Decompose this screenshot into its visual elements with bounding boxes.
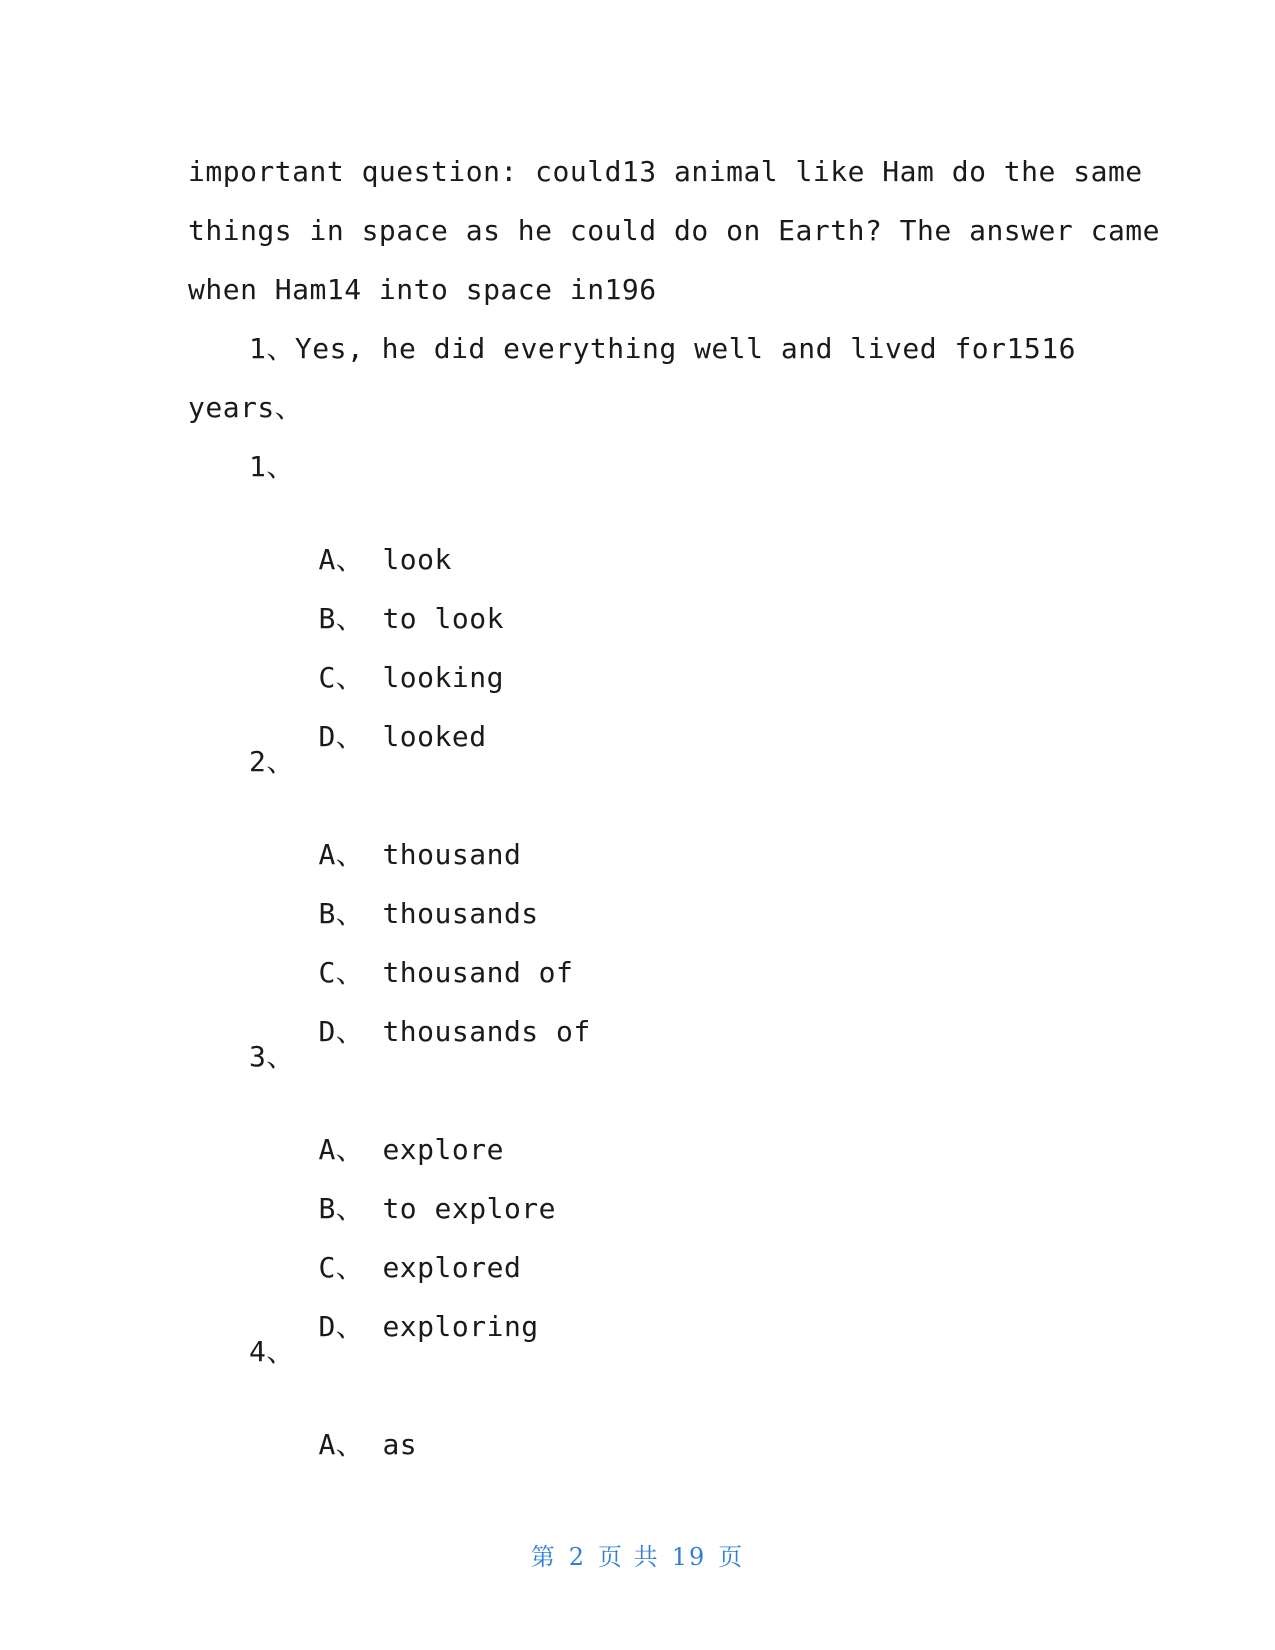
footer-suffix: 页 — [718, 1543, 745, 1571]
passage-line: when Ham14 into space in196 — [188, 273, 657, 306]
option-text: exploring — [382, 1310, 539, 1343]
passage-line: important question: could13 animal like Ham do the same — [188, 155, 1143, 188]
option-text: thousands of — [382, 1015, 591, 1048]
option-text: to explore — [382, 1192, 557, 1225]
question-number: 3、 — [249, 1040, 295, 1073]
option-text: to look — [382, 602, 504, 635]
option-text: look — [382, 543, 452, 576]
option-letter: B、 — [318, 897, 365, 930]
question-number: 1、 — [249, 450, 295, 483]
option-letter: A、 — [318, 1133, 365, 1166]
option-text: looked — [382, 720, 487, 753]
option-letter: D、 — [318, 1310, 365, 1343]
paragraph-line: 1、Yes, he did everything well and lived for1516 — [249, 332, 1076, 365]
option-letter: B、 — [318, 602, 365, 635]
option-text: thousand of — [382, 956, 574, 989]
paragraph-line: years、 — [188, 391, 304, 424]
option-letter: A、 — [318, 1428, 365, 1461]
question-number: 4、 — [249, 1335, 295, 1368]
option-text: thousand — [382, 838, 522, 871]
option-letter: B、 — [318, 1192, 365, 1225]
option-row — [249, 1394, 417, 1496]
footer-prefix: 第 — [530, 1543, 557, 1571]
question-number: 2、 — [249, 745, 295, 778]
option-letter: C、 — [318, 661, 365, 694]
passage-line: things in space as he could do on Earth? The answer came — [188, 214, 1161, 247]
option-text: as — [382, 1428, 418, 1461]
option-text: explored — [382, 1251, 522, 1284]
option-letter: C、 — [318, 956, 365, 989]
page-footer — [0, 1537, 1275, 1572]
option-letter: D、 — [318, 720, 365, 753]
option-letter: A、 — [318, 543, 365, 576]
option-row — [249, 981, 591, 1083]
option-text: looking — [382, 661, 504, 694]
footer-total-pages: 19 — [671, 1543, 707, 1571]
option-letter: C、 — [318, 1251, 365, 1284]
option-text: explore — [382, 1133, 504, 1166]
footer-page-number: 2 — [568, 1543, 587, 1571]
footer-mid: 页 共 — [598, 1543, 660, 1571]
option-text: thousands — [382, 897, 539, 930]
option-letter: D、 — [318, 1015, 365, 1048]
option-letter: A、 — [318, 838, 365, 871]
